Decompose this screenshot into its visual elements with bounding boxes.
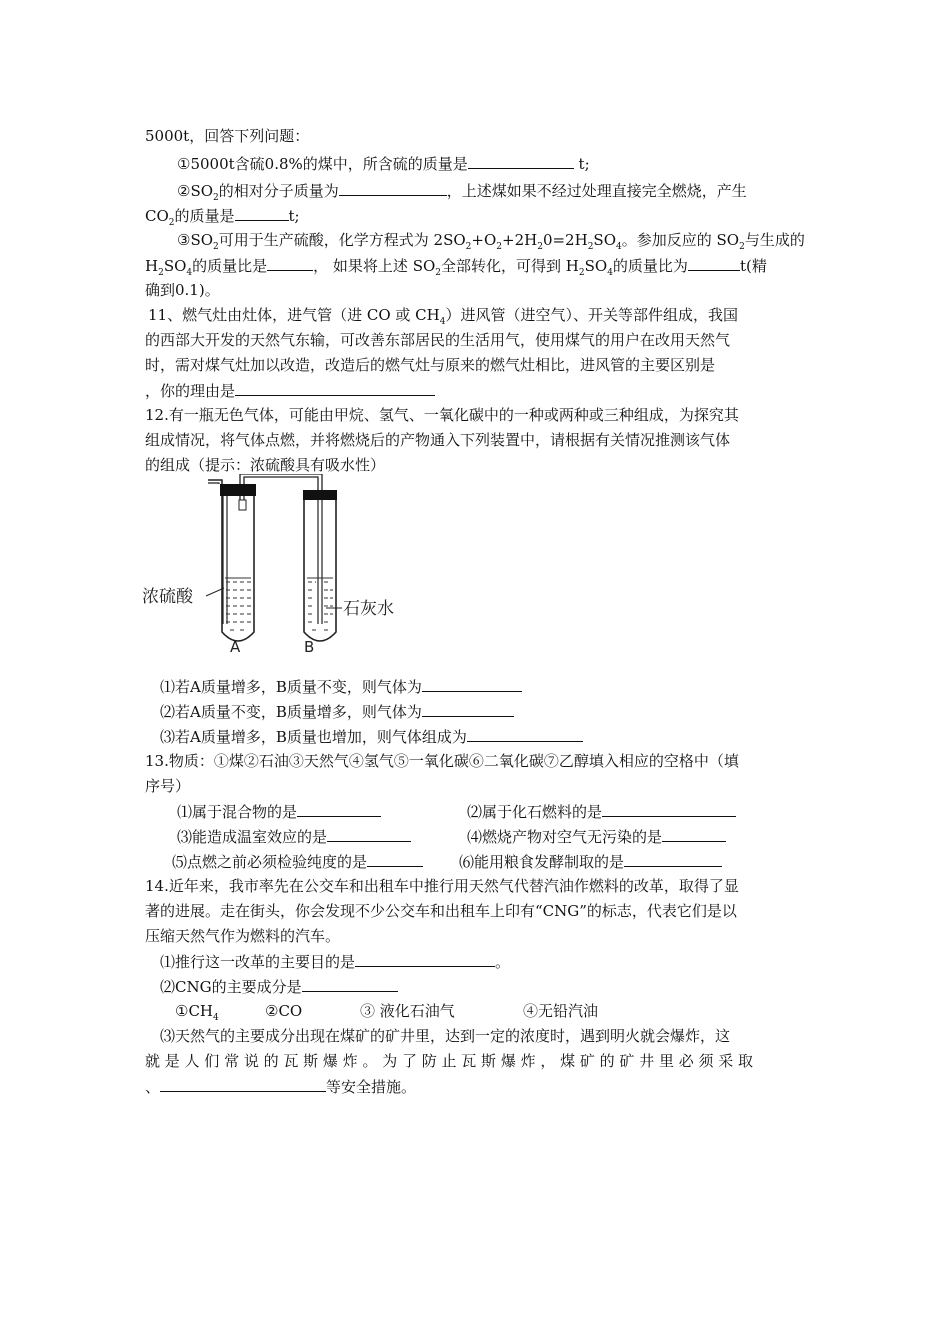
q10-item1: ①5000t含硫0.8%的煤中，所含硫的质量是 t; — [177, 155, 590, 173]
label-b: B — [304, 638, 315, 656]
answer-blank[interactable] — [297, 801, 381, 817]
q14-option2: ②CO — [265, 1002, 303, 1020]
q11-line2: 的西部大开发的天然气东输，可改善东部居民的生活用气，使用煤气的用户在改用天然气 — [145, 331, 731, 349]
answer-blank[interactable] — [602, 801, 736, 817]
stopper-b — [303, 490, 337, 500]
q13-line2: 序号） — [145, 777, 191, 795]
answer-blank[interactable] — [422, 676, 522, 692]
answer-blank[interactable] — [624, 851, 722, 867]
q13-part5: ⑸点燃之前必须检验纯度的是 — [172, 851, 423, 872]
q13-part2: ⑵属于化石燃料的是 — [467, 801, 736, 822]
answer-blank[interactable] — [422, 701, 514, 717]
answer-blank[interactable] — [367, 851, 423, 867]
q10-item3-end: 确到0.1)。 — [145, 281, 220, 299]
answer-blank[interactable] — [235, 205, 289, 221]
test-tube-a — [220, 484, 256, 641]
q12-sub1: ⑴若A质量增多，B质量不变，则气体为 — [160, 676, 522, 697]
q12-line3: 的组成（提示：浓硫酸具有吸水性） — [145, 456, 386, 474]
answer-blank[interactable] — [662, 826, 726, 842]
answer-blank[interactable] — [468, 153, 574, 169]
label-limewater: 石灰水 — [343, 599, 394, 619]
q14-line1: 14.近年来，我市率先在公交车和出租车中推行用天然气代替汽油作燃料的改革，取得了显 — [145, 877, 739, 895]
answer-blank[interactable] — [355, 951, 495, 967]
q13-part6: ⑹能用粮食发酵制取的是 — [459, 851, 722, 872]
answer-blank[interactable] — [267, 255, 313, 271]
q14-sub2: ⑵CNG的主要成分是 — [160, 976, 398, 997]
inlet-tube — [208, 480, 227, 624]
q13-part3: ⑶能造成温室效应的是 — [177, 826, 411, 847]
test-tube-b — [303, 490, 337, 641]
q13-line1: 13.物质：①煤②石油③天然气④氢气⑤一氧化碳⑥二氧化碳⑦乙醇填入相应的空格中（填 — [145, 752, 739, 770]
q14-line3: 压缩天然气作为燃料的汽车。 — [145, 927, 341, 945]
q12-sub2: ⑵若A质量不变，B质量增多，则气体为 — [160, 701, 514, 722]
label-sulfuric-acid: 浓硫酸 — [142, 587, 193, 607]
answer-blank[interactable] — [688, 255, 740, 271]
q14-line2: 著的进展。走在街头，你会发现不少公交车和出租车上印有“CNG”的标志，代表它们是以 — [145, 902, 737, 920]
intro-line: 5000t，回答下列问题： — [145, 127, 310, 145]
q10-item2: $②SO_2$的相对分子质量为 ，上述煤如果不经过处理直接完全燃烧，产生 — [177, 182, 747, 203]
q11-line3: 时，需对煤气灶加以改造，改造后的燃气灶与原来的燃气灶相比，进风管的主要区别是 — [145, 356, 716, 374]
stopper-a — [220, 484, 256, 496]
q13-part4: ⑷燃烧产物对空气无污染的是 — [467, 826, 726, 847]
q14-sub3-line2: 就 是 人 们 常 说 的 瓦 斯 爆 炸 。 为 了 防 止 瓦 斯 爆 炸 ， 煤 矿 的 矿 井 里 必 须 采 取 — [145, 1052, 754, 1070]
q13-part1: ⑴属于混合物的是 — [177, 801, 381, 822]
q11-line1: 11、燃气灶由灶体，进气管（进 CO 或 $CH_4$）进风管（进空气）、开关等部件组成，我国 — [148, 306, 738, 327]
q14-option4: ④无铅汽油 — [523, 1002, 599, 1020]
q14-option3: ③ 液化石油气 — [360, 1002, 455, 1020]
gas-wash-apparatus-figure — [140, 474, 410, 659]
q12-line2: 组成情况，将气体点燃，并将燃烧后的产物通入下列装置中，请根据有关情况推测该气体 — [145, 431, 731, 449]
q11-line4: ，你的理由是 — [145, 380, 435, 401]
q10-item3-cont: $H_2SO_4$的质量比是 ， 如果将上述 $SO_2$全部转化，可得到 $H_2SO_4$的质量比为 t(精 — [145, 257, 767, 278]
q14-sub1: ⑴推行这一改革的主要目的是 。 — [160, 953, 511, 971]
sulfuric-acid-liquid — [225, 578, 251, 630]
q14-option1: $①CH_4$ — [175, 1002, 219, 1023]
q10-item2-cont: $CO_2$的质量是 t; — [145, 207, 300, 228]
limewater-liquid — [307, 578, 333, 630]
q12-sub3: ⑶若A质量增多，B质量也增加，则气体组成为 — [160, 726, 583, 747]
q10-item3: $③SO_2$可用于生产硫酸，化学方程式为 $2SO_2+O_2+2H_20=2H_2SO_4$。参加反应的 $SO_2$与生成的 — [177, 231, 805, 252]
answer-blank[interactable] — [160, 1076, 326, 1092]
label-a: A — [230, 638, 241, 656]
answer-blank[interactable] — [339, 180, 447, 196]
q14-sub3-line3: 、 等安全措施。 — [145, 1078, 417, 1096]
answer-blank[interactable] — [327, 826, 411, 842]
answer-blank[interactable] — [302, 976, 398, 992]
answer-blank[interactable] — [235, 380, 435, 396]
q12-line1: 12.有一瓶无色气体，可能由甲烷、氢气、一氧化碳中的一种或两种或三种组成，为探究其 — [145, 406, 739, 424]
answer-blank[interactable] — [467, 726, 583, 742]
q14-sub3-line1: ⑶天然气的主要成分出现在煤矿的矿井里，达到一定的浓度时，遇到明火就会爆炸，这 — [160, 1027, 731, 1045]
